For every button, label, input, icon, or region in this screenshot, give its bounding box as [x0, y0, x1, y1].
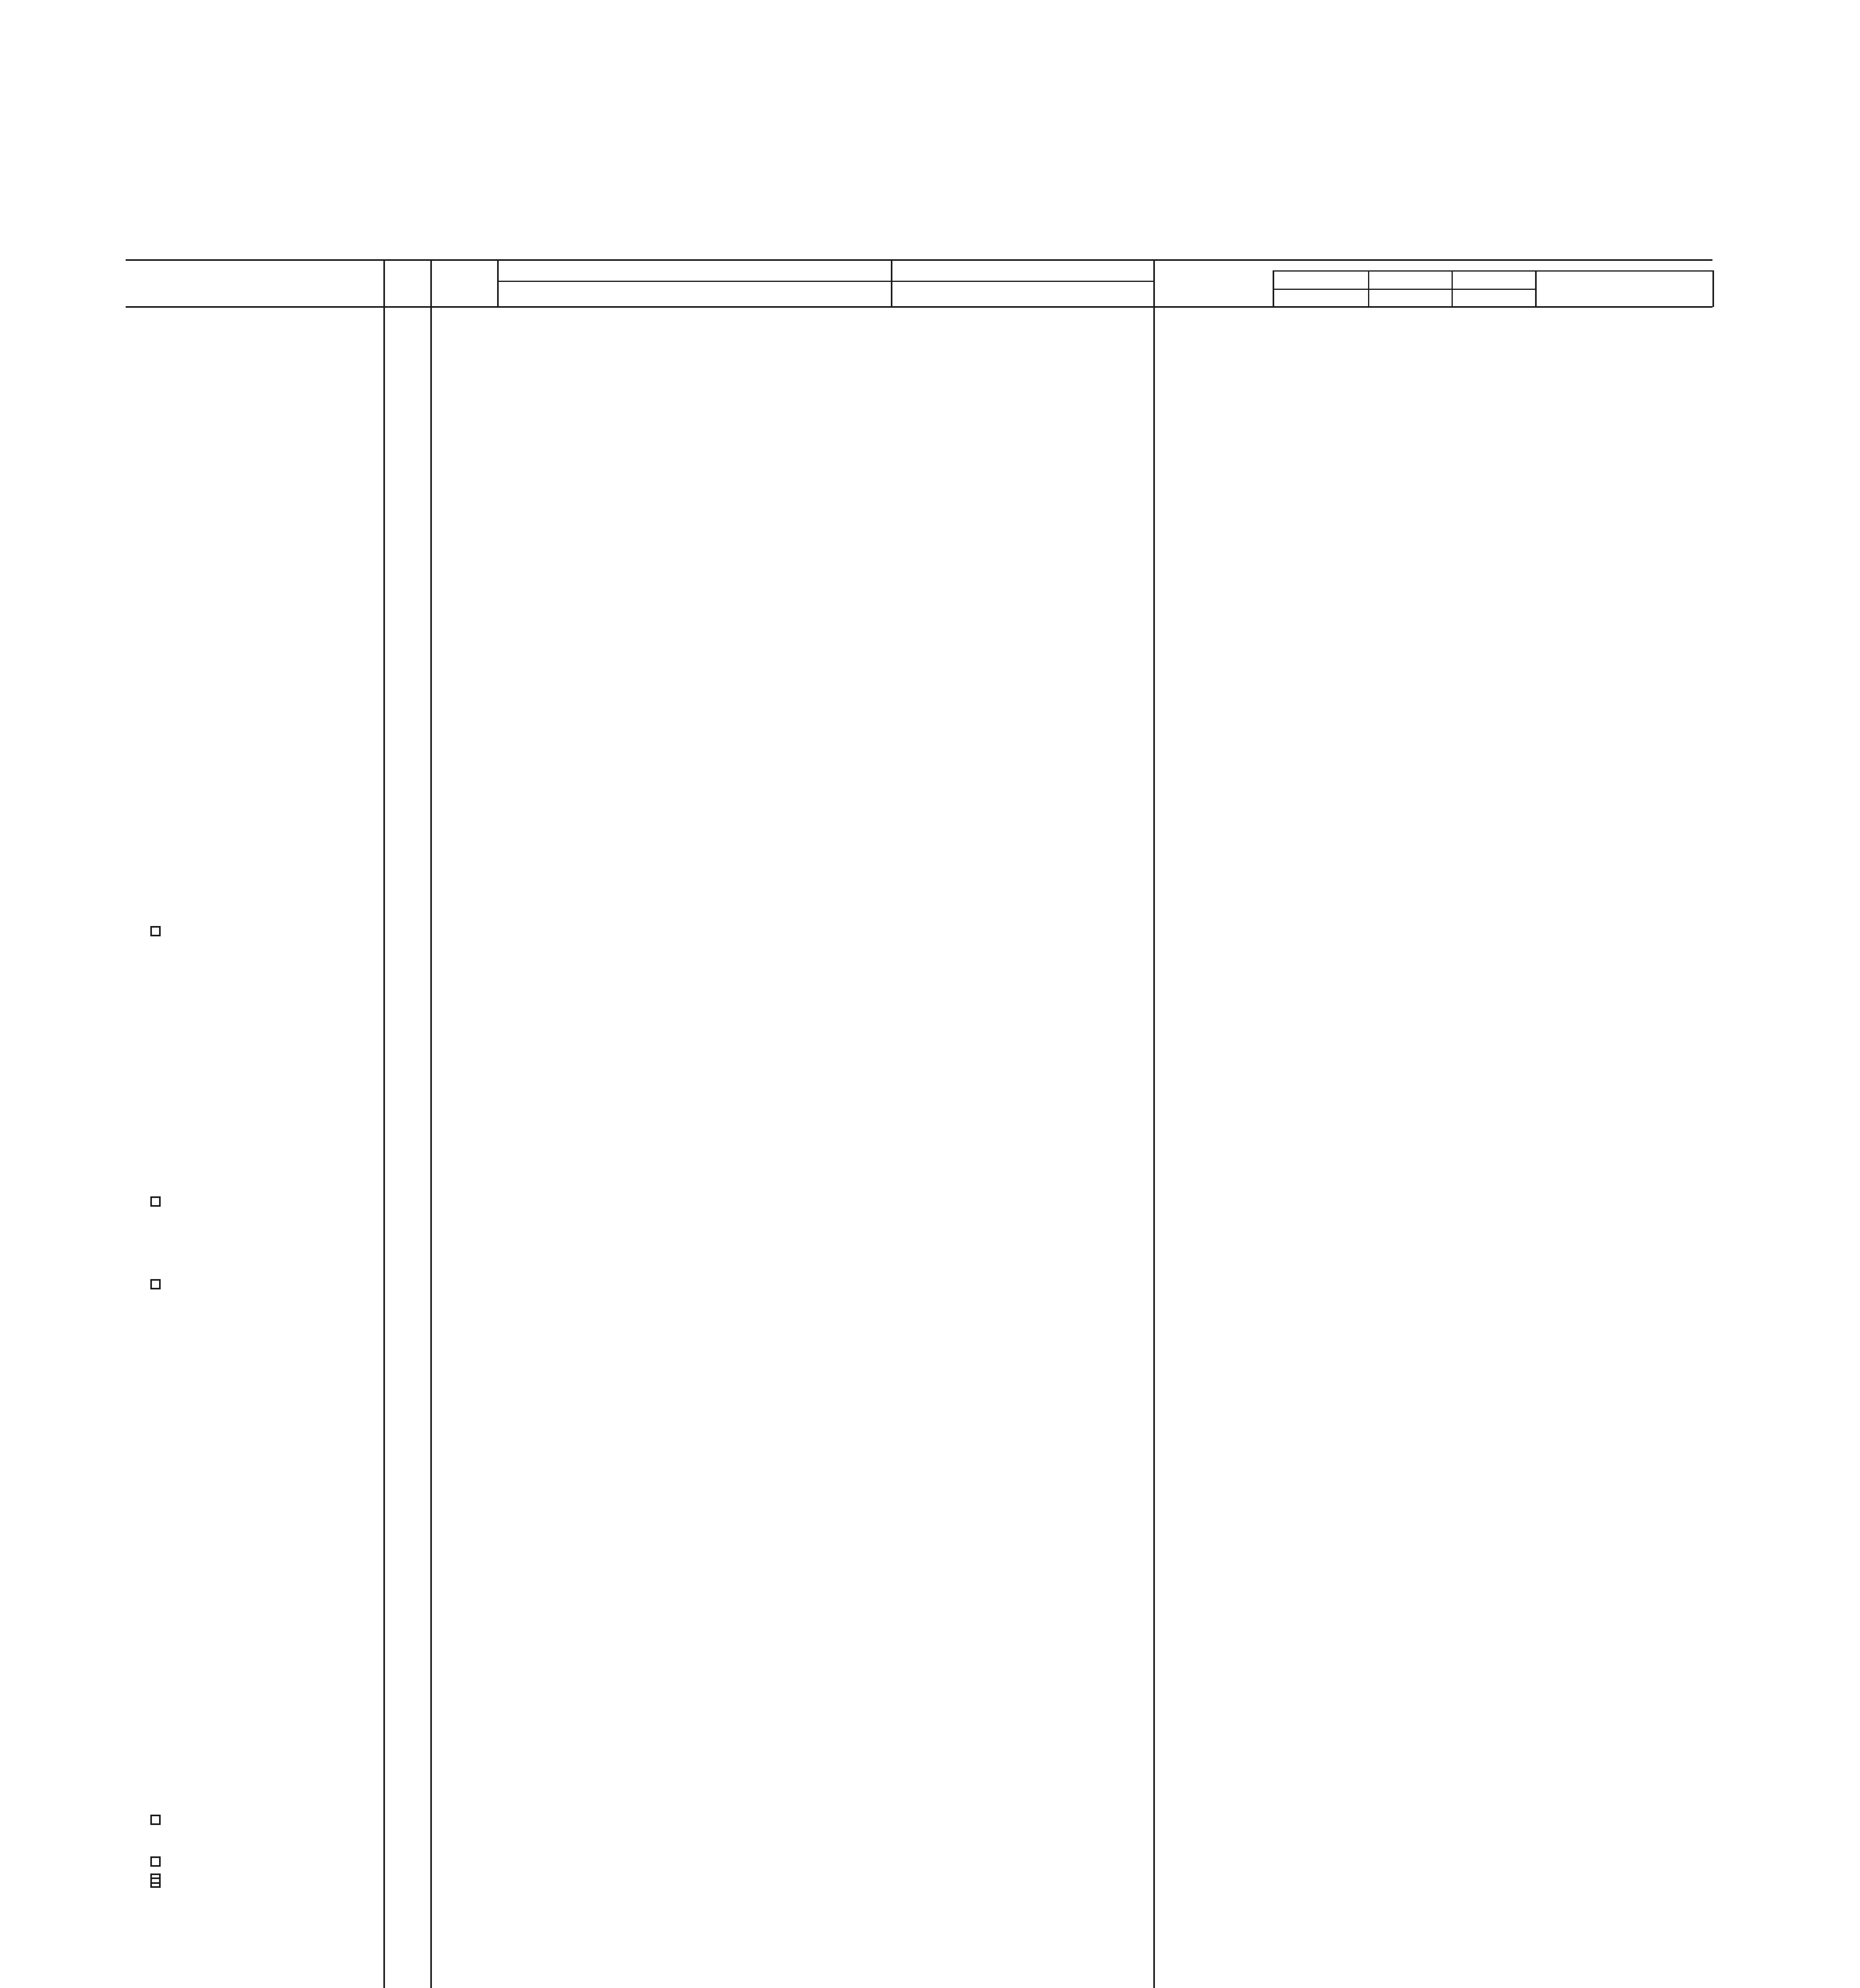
temp-06-18	[1456, 1566, 1535, 1586]
temp-18-21	[1372, 1726, 1452, 1745]
temp-06-18	[1456, 1628, 1535, 1648]
station-elevation	[370, 454, 430, 474]
station-elevation	[370, 1087, 430, 1107]
temp-12-18	[1289, 1545, 1368, 1565]
temp-06-18	[1456, 1128, 1535, 1148]
open-square-icon	[150, 1196, 161, 1207]
temp-18-21	[1372, 942, 1452, 961]
temp-18-21	[1372, 735, 1452, 755]
temp-12-18	[1289, 1212, 1368, 1232]
station-elevation	[370, 1294, 430, 1314]
temp-06-18	[1456, 1212, 1535, 1232]
temp-12-18	[1289, 1004, 1368, 1024]
temp-06-18	[1456, 1868, 1535, 1888]
station-elevation	[370, 1212, 430, 1232]
temp-06-18	[1456, 777, 1535, 796]
temp-18-21	[1372, 1315, 1452, 1335]
temp-18-21	[1372, 1607, 1452, 1627]
station-elevation	[370, 1378, 430, 1398]
station-elevation	[370, 1726, 430, 1745]
temp-18-21	[1372, 818, 1452, 838]
station-elevation	[370, 475, 430, 495]
hoehe-column-rule	[430, 259, 432, 1988]
temp-06-18	[1456, 1004, 1535, 1024]
temp-12-18	[1289, 714, 1368, 734]
temp-12-18	[1289, 1087, 1368, 1107]
temp-18-21	[1372, 1566, 1452, 1586]
temp-06-18	[1456, 1503, 1535, 1523]
temp-12-18	[1289, 1670, 1368, 1690]
temp-18-21	[1372, 714, 1452, 734]
temp-12-18	[1289, 1170, 1368, 1190]
temp-06-18	[1456, 1726, 1535, 1745]
station-elevation	[370, 1025, 430, 1045]
temp-12-18	[1289, 1868, 1368, 1888]
station-elevation	[370, 1399, 430, 1419]
temp-18-21	[1372, 397, 1452, 417]
temp-18-21	[1372, 1586, 1452, 1606]
temp-12-18	[1289, 879, 1368, 899]
temp-12-18	[1289, 1252, 1368, 1272]
temp-18-21	[1372, 355, 1452, 375]
station-elevation	[370, 1274, 430, 1293]
temp-06-18	[1456, 1586, 1535, 1606]
temp-06-18	[1456, 1315, 1535, 1335]
station-elevation	[370, 1889, 430, 1908]
temp-18-21	[1372, 1767, 1452, 1787]
temp-06-18	[1456, 1889, 1535, 1908]
station-elevation	[370, 818, 430, 838]
temp-06-18	[1456, 475, 1535, 495]
station-elevation	[370, 942, 430, 961]
temp-18-21	[1372, 1503, 1452, 1523]
station-elevation	[370, 627, 430, 647]
temp-06-18	[1456, 1252, 1535, 1272]
temp-18-21	[1372, 755, 1452, 775]
station-elevation	[370, 1066, 430, 1085]
temp-12-18	[1289, 962, 1368, 982]
station-elevation	[370, 586, 430, 606]
temp-06-18	[1456, 586, 1535, 606]
temp-12-18	[1289, 1956, 1368, 1976]
group21-end-rule	[1153, 259, 1155, 1988]
temp-06-18	[1456, 1294, 1535, 1314]
temp-18-21	[1372, 1914, 1452, 1934]
station-elevation	[370, 1628, 430, 1648]
station-elevation	[370, 565, 430, 584]
temp-12-18	[1289, 1649, 1368, 1669]
station-elevation	[370, 755, 430, 775]
temp-12-18	[1289, 586, 1368, 606]
temp-06-18	[1456, 672, 1535, 692]
temp-06-18	[1456, 1524, 1535, 1544]
temp-12-18	[1289, 1747, 1368, 1767]
temp-12-18	[1289, 1586, 1368, 1606]
station-name	[143, 1868, 161, 1888]
temp-18-21	[1372, 879, 1452, 899]
temp-06-18	[1456, 1914, 1535, 1934]
temp-18-21	[1372, 1934, 1452, 1954]
temp-06-18	[1456, 1399, 1535, 1419]
period-mid-rule	[1273, 289, 1535, 290]
station-elevation	[370, 839, 430, 859]
temp-06-18	[1456, 900, 1535, 920]
temp-18-21	[1372, 1212, 1452, 1232]
station-elevation	[370, 1128, 430, 1148]
station-elevation	[370, 1747, 430, 1767]
temp-12-18	[1289, 920, 1368, 940]
temp-06-18	[1456, 962, 1535, 982]
open-square-icon	[150, 1279, 161, 1289]
temp-18-21	[1372, 1087, 1452, 1107]
temp-18-21	[1372, 454, 1452, 474]
header-bottom-rule	[126, 306, 1712, 308]
temp-12-18	[1289, 1191, 1368, 1211]
temp-18-21	[1372, 1670, 1452, 1690]
group-divider-rule	[891, 259, 892, 307]
temp-12-18	[1289, 1066, 1368, 1085]
station-elevation	[370, 1826, 430, 1846]
station-elevation	[370, 1315, 430, 1335]
temp-12-18	[1289, 1566, 1368, 1586]
temp-12-18	[1289, 334, 1368, 354]
temp-18-21	[1372, 1649, 1452, 1669]
temp-06-18	[1456, 1170, 1535, 1190]
temp-12-18	[1289, 1149, 1368, 1169]
temp-06-18	[1456, 1357, 1535, 1377]
temp-12-18	[1289, 1889, 1368, 1908]
station-name	[143, 1809, 161, 1829]
period-rule-4	[1535, 270, 1537, 307]
station-elevation	[370, 672, 430, 692]
station-elevation	[370, 1586, 430, 1606]
temp-12-18	[1289, 1336, 1368, 1356]
temp-06-18	[1456, 1378, 1535, 1398]
station-name	[143, 1191, 161, 1211]
temp-12-18	[1289, 1357, 1368, 1377]
period-rule-5	[1712, 270, 1714, 307]
temp-06-18	[1456, 1934, 1535, 1954]
temp-18-21	[1372, 517, 1452, 537]
temp-12-18	[1289, 1315, 1368, 1335]
temp-18-21	[1372, 900, 1452, 920]
temp-18-21	[1372, 1691, 1452, 1711]
temp-06-18	[1456, 376, 1535, 396]
temp-18-21	[1372, 1399, 1452, 1419]
temp-18-21	[1372, 334, 1452, 354]
temp-12-18	[1289, 1805, 1368, 1825]
temp-06-18	[1456, 565, 1535, 584]
station-elevation	[370, 496, 430, 516]
station-elevation	[370, 1607, 430, 1627]
temp-06-18	[1456, 1649, 1535, 1669]
station-elevation	[370, 1566, 430, 1586]
temp-12-18	[1289, 355, 1368, 375]
station-elevation	[370, 1503, 430, 1523]
temp-18-21	[1372, 627, 1452, 647]
temp-12-18	[1289, 797, 1368, 817]
station-elevation	[370, 797, 430, 817]
station-elevation	[370, 1004, 430, 1024]
temp-18-21	[1372, 1336, 1452, 1356]
temp-18-21	[1372, 606, 1452, 626]
temp-06-18	[1456, 433, 1535, 453]
temp-06-18	[1456, 839, 1535, 859]
temp-12-18	[1289, 942, 1368, 961]
station-elevation	[370, 355, 430, 375]
temp-18-21	[1372, 1977, 1452, 1988]
station-elevation	[370, 1934, 430, 1954]
temp-12-18	[1289, 900, 1368, 920]
station-elevation	[370, 1805, 430, 1825]
temp-06-18	[1456, 818, 1535, 838]
temp-18-21	[1372, 1889, 1452, 1908]
temp-18-21	[1372, 1524, 1452, 1544]
temp-18-21	[1372, 920, 1452, 940]
temp-06-18	[1456, 1747, 1535, 1767]
temp-18-21	[1372, 1545, 1452, 1565]
temp-12-18	[1289, 475, 1368, 495]
open-square-icon	[150, 926, 161, 936]
temp-18-21	[1372, 1826, 1452, 1846]
temp-12-18	[1289, 672, 1368, 692]
temp-18-21	[1372, 586, 1452, 606]
temp-18-21	[1372, 1747, 1452, 1767]
temp-06-18	[1456, 1336, 1535, 1356]
temp-12-18	[1289, 1399, 1368, 1419]
station-elevation	[370, 1767, 430, 1787]
temp-12-18	[1289, 433, 1368, 453]
temp-12-18	[1289, 1107, 1368, 1127]
temp-06-18	[1456, 1087, 1535, 1107]
station-elevation	[370, 433, 430, 453]
temp-12-18	[1289, 755, 1368, 775]
temp-06-18	[1456, 355, 1535, 375]
temp-18-21	[1372, 1191, 1452, 1211]
temp-18-21	[1372, 1252, 1452, 1272]
station-elevation	[370, 517, 430, 537]
temp-12-18	[1289, 1128, 1368, 1148]
temp-06-18	[1456, 1826, 1535, 1846]
header-top-rule	[126, 259, 1712, 261]
temp-12-18	[1289, 1607, 1368, 1627]
station-elevation	[370, 962, 430, 982]
station-elevation	[370, 1357, 430, 1377]
open-square-icon	[150, 1856, 161, 1867]
temp-12-18	[1289, 983, 1368, 1003]
temp-18-21	[1372, 1128, 1452, 1148]
station-elevation	[370, 1170, 430, 1190]
iii-column-rule	[497, 259, 499, 307]
temp-12-18	[1289, 627, 1368, 647]
temp-06-18	[1456, 1274, 1535, 1293]
temp-12-18	[1289, 1767, 1368, 1787]
temp-06-18	[1456, 1107, 1535, 1127]
temp-12-18	[1289, 839, 1368, 859]
station-elevation	[370, 983, 430, 1003]
temp-06-18	[1456, 1607, 1535, 1627]
temp-18-21	[1372, 496, 1452, 516]
temp-12-18	[1289, 1826, 1368, 1846]
temp-06-18	[1456, 397, 1535, 417]
period-top-rule	[1273, 270, 1714, 272]
temp-18-21	[1372, 1149, 1452, 1169]
station-elevation	[370, 900, 430, 920]
temp-06-18	[1456, 1191, 1535, 1211]
station-elevation	[370, 1868, 430, 1888]
temp-12-18	[1289, 496, 1368, 516]
temp-12-18	[1289, 1025, 1368, 1045]
temp-12-18	[1289, 1378, 1368, 1398]
temp-12-18	[1289, 606, 1368, 626]
temp-12-18	[1289, 1628, 1368, 1648]
station-elevation	[370, 1191, 430, 1211]
station-elevation	[370, 1252, 430, 1272]
temp-18-21	[1372, 1357, 1452, 1377]
temp-06-18	[1456, 1066, 1535, 1085]
temp-12-18	[1289, 1691, 1368, 1711]
temp-06-18	[1456, 517, 1535, 537]
temp-06-18	[1456, 879, 1535, 899]
temp-12-18	[1289, 1524, 1368, 1544]
station-elevation	[370, 1336, 430, 1356]
station-elevation	[370, 1977, 430, 1988]
temp-18-21	[1372, 962, 1452, 982]
temp-12-18	[1289, 1977, 1368, 1988]
temp-12-18	[1289, 1294, 1368, 1314]
temp-18-21	[1372, 1378, 1452, 1398]
station-elevation	[370, 777, 430, 796]
temp-06-18	[1456, 1670, 1535, 1690]
temp-12-18	[1289, 1934, 1368, 1954]
temp-06-18	[1456, 606, 1535, 626]
temp-18-21	[1372, 433, 1452, 453]
temp-06-18	[1456, 920, 1535, 940]
station-elevation	[370, 397, 430, 417]
station-elevation	[370, 714, 430, 734]
temp-18-21	[1372, 1868, 1452, 1888]
temp-18-21	[1372, 1805, 1452, 1825]
temp-18-21	[1372, 1107, 1452, 1127]
station-elevation	[370, 606, 430, 626]
temp-06-18	[1456, 735, 1535, 755]
temp-12-18	[1289, 777, 1368, 796]
temp-12-18	[1289, 397, 1368, 417]
temp-12-18	[1289, 454, 1368, 474]
temp-18-21	[1372, 565, 1452, 584]
temp-06-18	[1456, 714, 1535, 734]
temp-12-18	[1289, 818, 1368, 838]
temp-06-18	[1456, 1956, 1535, 1976]
station-elevation	[370, 920, 430, 940]
temp-12-18	[1289, 376, 1368, 396]
temp-18-21	[1372, 693, 1452, 713]
temp-18-21	[1372, 1294, 1452, 1314]
station-elevation	[370, 376, 430, 396]
temp-18-21	[1372, 1956, 1452, 1976]
station-elevation	[370, 1649, 430, 1669]
open-square-icon	[150, 1873, 161, 1884]
temp-06-18	[1456, 1149, 1535, 1169]
temp-18-21	[1372, 376, 1452, 396]
temp-18-21	[1372, 1025, 1452, 1045]
station-elevation	[370, 1149, 430, 1169]
station-elevation	[370, 1956, 430, 1976]
station-elevation	[370, 735, 430, 755]
temp-12-18	[1289, 735, 1368, 755]
temp-18-21	[1372, 672, 1452, 692]
temp-18-21	[1372, 1066, 1452, 1085]
temp-12-18	[1289, 565, 1368, 584]
temp-18-21	[1372, 777, 1452, 796]
temp-18-21	[1372, 1628, 1452, 1648]
temp-06-18	[1456, 1767, 1535, 1787]
temp-06-18	[1456, 983, 1535, 1003]
temp-06-18	[1456, 693, 1535, 713]
temp-18-21	[1372, 475, 1452, 495]
temp-06-18	[1456, 1805, 1535, 1825]
temp-06-18	[1456, 797, 1535, 817]
temp-18-21	[1372, 797, 1452, 817]
temp-18-21	[1372, 839, 1452, 859]
temp-12-18	[1289, 693, 1368, 713]
temp-06-18	[1456, 1977, 1535, 1988]
temp-06-18	[1456, 627, 1535, 647]
station-name	[143, 920, 161, 940]
station-elevation	[370, 1524, 430, 1544]
temp-12-18	[1289, 1847, 1368, 1867]
temp-06-18	[1456, 334, 1535, 354]
temp-12-18	[1289, 1726, 1368, 1745]
station-name	[143, 1274, 161, 1293]
temp-12-18	[1289, 1274, 1368, 1293]
temp-06-18	[1456, 1025, 1535, 1045]
temp-18-21	[1372, 1274, 1452, 1293]
temp-18-21	[1372, 1847, 1452, 1867]
temp-06-18	[1456, 942, 1535, 961]
station-elevation	[370, 1545, 430, 1565]
station-elevation	[370, 1914, 430, 1934]
station-elevation	[370, 693, 430, 713]
station-elevation	[370, 1691, 430, 1711]
open-square-icon	[150, 1815, 161, 1825]
temp-18-21	[1372, 983, 1452, 1003]
temp-12-18	[1289, 1503, 1368, 1523]
temp-18-21	[1372, 1170, 1452, 1190]
header-mid-rule	[497, 281, 1153, 282]
station-elevation	[370, 334, 430, 354]
temp-06-18	[1456, 496, 1535, 516]
station-elevation	[370, 1107, 430, 1127]
temp-12-18	[1289, 517, 1368, 537]
temp-06-18	[1456, 454, 1535, 474]
temp-06-18	[1456, 755, 1535, 775]
station-elevation	[370, 1847, 430, 1867]
station-elevation	[370, 879, 430, 899]
temp-06-18	[1456, 1847, 1535, 1867]
temp-06-18	[1456, 1545, 1535, 1565]
temp-18-21	[1372, 1004, 1452, 1024]
temp-12-18	[1289, 1914, 1368, 1934]
temp-06-18	[1456, 1691, 1535, 1711]
station-elevation	[370, 1670, 430, 1690]
